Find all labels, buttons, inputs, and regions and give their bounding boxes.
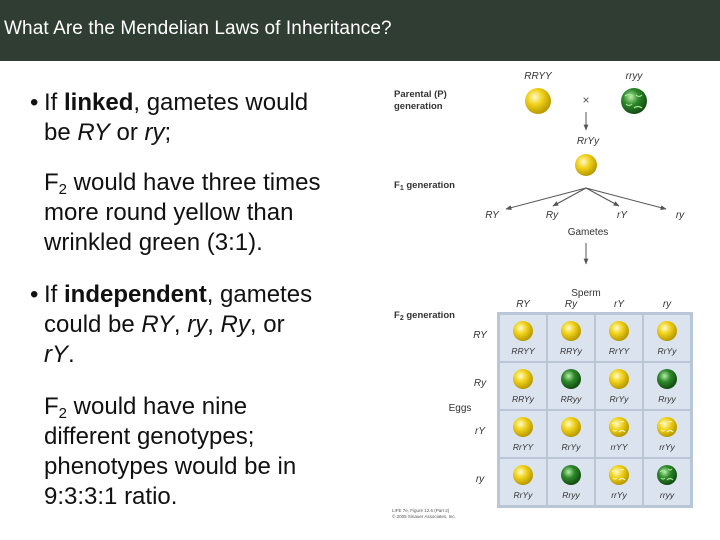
pea-round-yellow bbox=[609, 369, 629, 389]
genotype-label: RRYY bbox=[511, 346, 535, 356]
pea-wrinkled-yellow bbox=[657, 417, 677, 437]
pea-f1-round-yellow bbox=[575, 154, 597, 176]
genotype-label: rrYy bbox=[611, 490, 627, 500]
keyword-independent: independent bbox=[64, 281, 207, 308]
parent1-genotype: RRYY bbox=[524, 71, 552, 82]
egg-header: Ry bbox=[473, 378, 487, 389]
f2-subscript: 2 bbox=[58, 405, 68, 422]
pea-wrinkled-green bbox=[621, 88, 647, 114]
gamete-label: Ry bbox=[220, 311, 250, 338]
text-rest: , gametes bbox=[206, 281, 313, 308]
text-rest: , gametes would bbox=[133, 89, 309, 116]
f2-linked-text bbox=[44, 168, 320, 258]
text-end: ; bbox=[164, 119, 172, 146]
bullet-text bbox=[44, 88, 308, 148]
bullet-marker: • bbox=[30, 89, 39, 116]
pea-round-green bbox=[561, 369, 581, 389]
f2-prefix: F bbox=[44, 393, 59, 420]
sperm-header: Ry bbox=[564, 299, 578, 310]
parental-label-2: generation bbox=[394, 101, 443, 112]
f1-genotype: RrYy bbox=[576, 136, 600, 147]
text-rest: would have nine bbox=[67, 393, 248, 420]
genotype-label: Rryy bbox=[562, 490, 580, 500]
gametes-label: Gametes bbox=[567, 227, 609, 238]
egg-header: ry bbox=[475, 474, 485, 485]
f2-prefix: F bbox=[44, 169, 59, 196]
text-lead: If bbox=[44, 89, 65, 116]
gamete-label: Ry bbox=[545, 210, 559, 221]
text-line: 9:3:3:1 ratio. bbox=[44, 483, 178, 510]
punnett-square bbox=[473, 299, 693, 508]
text-line: more round yellow than bbox=[44, 199, 294, 226]
pea-wrinkled-yellow bbox=[609, 417, 629, 437]
punnett-figure bbox=[384, 64, 720, 540]
text-end: . bbox=[68, 341, 75, 368]
genotype-label: RrYy bbox=[609, 394, 629, 404]
title-bar bbox=[0, 0, 720, 61]
pea-round-green bbox=[561, 465, 581, 485]
genotype-label: RRYy bbox=[560, 346, 582, 356]
parent2-genotype: rryy bbox=[625, 71, 643, 82]
pea-round-yellow bbox=[513, 321, 533, 341]
pea-round-yellow bbox=[513, 465, 533, 485]
figure-credit: LIFE 7e, Figure 12.6 (Part 2) bbox=[392, 508, 450, 513]
gamete-label: ry bbox=[675, 210, 685, 221]
bullet-text bbox=[44, 280, 312, 370]
pea-round-yellow bbox=[609, 321, 629, 341]
separator: , bbox=[173, 311, 188, 338]
gamete-label: RY bbox=[485, 210, 499, 221]
pea-round-yellow bbox=[657, 321, 677, 341]
genotype-label: rrYY bbox=[610, 442, 628, 452]
slide-title: What Are the Mendelian Laws of Inheritance? bbox=[4, 18, 392, 39]
gamete-label: ry bbox=[187, 311, 208, 338]
text-lead: If bbox=[44, 281, 65, 308]
pea-round-yellow bbox=[561, 417, 581, 437]
pea-wrinkled-green bbox=[657, 465, 677, 485]
text-line: different genotypes; bbox=[44, 423, 255, 450]
pea-round-yellow bbox=[513, 369, 533, 389]
genotype-label: RRyy bbox=[560, 394, 582, 404]
cross-symbol: × bbox=[582, 93, 590, 107]
separator: , or bbox=[249, 311, 285, 338]
f1-label: $F_1$ generation bbox=[394, 180, 455, 192]
genotype-label: RrYY bbox=[608, 346, 630, 356]
gamete-label: ry bbox=[144, 119, 165, 146]
sperm-header: rY bbox=[614, 299, 624, 310]
text-pre: could be bbox=[44, 311, 142, 338]
text-pre: be bbox=[44, 119, 78, 146]
egg-header: RY bbox=[473, 330, 487, 341]
f2-label: $F_2$ generation bbox=[394, 310, 455, 322]
separator: , bbox=[207, 311, 221, 338]
genotype-label: RrYY bbox=[512, 442, 534, 452]
f2-subscript: 2 bbox=[58, 181, 68, 198]
f2-independent-text bbox=[44, 392, 296, 512]
text-rest: would have three times bbox=[67, 169, 321, 196]
figure-credit-copyright: © 2005 Sinauer Associates, Inc. bbox=[392, 514, 456, 519]
text-line: wrinkled green (3:1). bbox=[44, 229, 263, 256]
genotype-label: rrYy bbox=[659, 442, 675, 452]
bullet-marker: • bbox=[30, 281, 39, 308]
gamete-label: rY bbox=[617, 210, 627, 221]
genotype-label: rryy bbox=[659, 490, 675, 500]
keyword-linked: linked bbox=[64, 89, 134, 116]
genotype-label: RrYy bbox=[657, 346, 677, 356]
parental-label: Parental (P) bbox=[394, 89, 447, 100]
pea-round-yellow bbox=[561, 321, 581, 341]
eggs-label: Eggs bbox=[448, 403, 472, 414]
sperm-header: RY bbox=[516, 299, 530, 310]
pea-round-green bbox=[657, 369, 677, 389]
egg-header: rY bbox=[475, 426, 485, 437]
gamete-arrows bbox=[506, 188, 666, 209]
genotype-label: RrYy bbox=[561, 442, 581, 452]
genotype-label: RRYy bbox=[512, 394, 534, 404]
text-mid: or bbox=[109, 119, 145, 146]
pea-wrinkled-yellow bbox=[609, 465, 629, 485]
genotype-label: Rryy bbox=[658, 394, 676, 404]
text-line: phenotypes would be in bbox=[44, 453, 297, 480]
gamete-label: rY bbox=[44, 341, 68, 368]
gamete-label: RY bbox=[77, 119, 110, 146]
pea-round-yellow bbox=[525, 88, 551, 114]
sperm-label: Sperm bbox=[571, 288, 601, 299]
sperm-header: ry bbox=[662, 299, 672, 310]
pea-round-yellow bbox=[513, 417, 533, 437]
genotype-label: RrYy bbox=[513, 490, 533, 500]
gamete-label: RY bbox=[141, 311, 174, 338]
